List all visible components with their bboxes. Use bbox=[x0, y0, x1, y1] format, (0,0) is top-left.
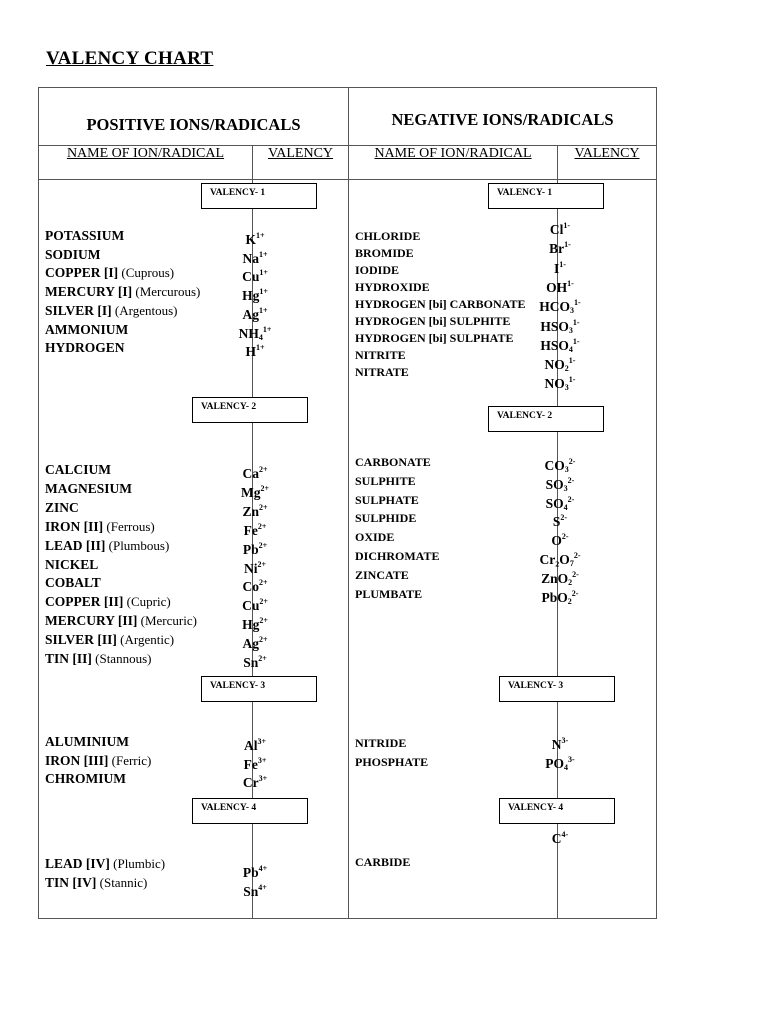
positive-ion-name bbox=[45, 734, 129, 750]
symbol-base: NO bbox=[544, 376, 565, 392]
ion-name-text: TIN [IV] bbox=[45, 875, 97, 890]
symbol-charge: 2+ bbox=[258, 635, 268, 645]
positive-ion-symbol bbox=[210, 753, 300, 773]
ion-name-text: SULPHITE bbox=[355, 473, 416, 488]
symbol-subscript: 4 bbox=[258, 332, 263, 342]
positive-ion-symbol bbox=[210, 340, 300, 360]
positive-ion-symbol bbox=[210, 519, 300, 539]
positive-valency-4-box: VALENCY- 4 bbox=[192, 798, 308, 824]
ion-common-name: (Mercuric) bbox=[137, 613, 197, 629]
symbol-charge: 1- bbox=[574, 298, 581, 308]
ion-common-name: (Cuprous) bbox=[118, 265, 175, 281]
ion-common-name: (Stannous) bbox=[91, 651, 152, 666]
symbol-charge: 2- bbox=[560, 513, 568, 523]
negative-ion-name bbox=[355, 347, 406, 363]
symbol-charge: 1+ bbox=[262, 324, 272, 334]
ion-common-name: (Stannic) bbox=[96, 875, 148, 890]
symbol-subscript: 4 bbox=[564, 763, 569, 772]
positive-ion-name bbox=[45, 538, 169, 554]
positive-ion-name bbox=[45, 651, 151, 667]
negative-ion-symbol bbox=[513, 372, 608, 396]
ion-name-text: PLUMBATE bbox=[355, 586, 423, 601]
symbol-subscript: 3 bbox=[563, 483, 568, 493]
positive-ion-name bbox=[45, 753, 151, 769]
symbol-charge: 2- bbox=[573, 551, 581, 560]
positive-ion-symbol bbox=[210, 632, 300, 652]
positive-ion-name bbox=[45, 557, 98, 573]
symbol-subscript: 2 bbox=[564, 364, 569, 374]
negative-ion-name bbox=[355, 330, 513, 346]
positive-ion-name bbox=[45, 594, 171, 610]
negative-ion-name bbox=[355, 735, 406, 751]
ion-common-name: (Ferric) bbox=[108, 752, 152, 768]
positive-ion-symbol bbox=[210, 265, 300, 285]
symbol-charge: 2+ bbox=[258, 540, 268, 550]
symbol-subscript: 3 bbox=[570, 306, 575, 316]
positive-ion-name bbox=[45, 613, 197, 629]
symbol-charge: 1- bbox=[567, 278, 574, 288]
symbol-charge: 2+ bbox=[258, 654, 267, 663]
ion-common-name: (Argentous) bbox=[111, 302, 178, 318]
symbol-subscript: 7 bbox=[569, 559, 574, 568]
positive-ion-symbol bbox=[210, 880, 300, 900]
symbol-base: Pb bbox=[242, 865, 259, 880]
negative-ion-name bbox=[355, 510, 416, 526]
ion-name-text: MERCURY [II] bbox=[45, 613, 138, 629]
positive-ion-name bbox=[45, 284, 200, 300]
negative-ion-name bbox=[355, 567, 409, 583]
negative-header: NEGATIVE IONS/RADICALS bbox=[391, 110, 614, 129]
symbol-charge: 2- bbox=[561, 532, 569, 542]
symbol-charge: 2- bbox=[572, 569, 579, 579]
symbol-base: Hg bbox=[242, 288, 260, 304]
symbol-base: SO bbox=[545, 495, 564, 511]
positive-ion-symbol bbox=[210, 771, 300, 791]
symbol-base: S bbox=[552, 514, 561, 530]
ion-name-text: COPPER [II] bbox=[45, 594, 124, 610]
ion-name-text: NITRITE bbox=[355, 348, 406, 362]
positive-ion-symbol bbox=[210, 228, 300, 248]
ion-name-text: ALUMINIUM bbox=[45, 734, 129, 749]
symbol-charge: 2+ bbox=[257, 521, 267, 531]
symbol-base: CO bbox=[544, 458, 565, 473]
ion-name-text: HYDROGEN [bi] SULPHITE bbox=[355, 314, 511, 328]
symbol-charge: 2- bbox=[571, 588, 579, 598]
symbol-base: K bbox=[245, 232, 256, 247]
ion-common-name: (Ferrous) bbox=[103, 518, 155, 534]
positive-valency-col-header: VALENCY bbox=[267, 146, 334, 161]
ion-name-text: SULPHATE bbox=[355, 492, 419, 507]
symbol-base: Br bbox=[549, 241, 565, 257]
ion-common-name: (Mercurous) bbox=[132, 284, 201, 300]
positive-ion-name bbox=[45, 481, 132, 497]
symbol-charge: 1- bbox=[572, 317, 580, 327]
positive-name-col-header: NAME OF ION/RADICAL bbox=[66, 146, 225, 161]
negative-ion-symbol bbox=[513, 237, 608, 257]
ion-name-text: COPPER [I] bbox=[45, 265, 119, 281]
ion-name-text: NITRATE bbox=[355, 365, 409, 379]
positive-ion-symbol bbox=[210, 734, 300, 754]
symbol-charge: 1+ bbox=[259, 268, 268, 278]
negative-ion-name bbox=[355, 854, 410, 870]
symbol-charge: 4+ bbox=[258, 883, 267, 892]
positive-ion-name bbox=[45, 771, 126, 787]
ion-common-name: (Cupric) bbox=[123, 594, 171, 610]
ion-name-text: HYDROGEN bbox=[45, 340, 125, 356]
page-title: VALENCY CHART bbox=[46, 48, 214, 69]
ion-name-text: SILVER [II] bbox=[45, 632, 117, 648]
symbol-base: Sn bbox=[243, 655, 259, 670]
negative-ion-symbol bbox=[513, 529, 608, 549]
ion-name-text: HYDROGEN [bi] SULPHATE bbox=[355, 331, 514, 345]
ion-name-text: POTASSIUM bbox=[45, 228, 125, 243]
symbol-charge: 2- bbox=[568, 457, 576, 466]
symbol-charge: 3- bbox=[568, 755, 575, 764]
symbol-base: Pb bbox=[242, 541, 259, 557]
positive-ion-name bbox=[45, 303, 178, 319]
negative-valency-3-box: VALENCY- 3 bbox=[499, 676, 615, 702]
ion-name-text: OXIDE bbox=[355, 530, 395, 545]
symbol-base: Co bbox=[242, 579, 259, 595]
ion-name-text: MAGNESIUM bbox=[45, 480, 132, 496]
symbol-subscript: 4 bbox=[563, 502, 568, 512]
positive-ion-name bbox=[45, 265, 174, 281]
symbol-charge: 4+ bbox=[258, 864, 268, 873]
positive-ion-name bbox=[45, 322, 128, 338]
symbol-base: Ag bbox=[242, 636, 259, 652]
ion-name-text: IRON [II] bbox=[45, 518, 104, 534]
negative-valency-1-box: VALENCY- 1 bbox=[488, 183, 604, 209]
ion-common-name: (Plumbic) bbox=[109, 856, 166, 871]
ion-name-text: LEAD [IV] bbox=[45, 856, 110, 871]
symbol-base: Zn bbox=[242, 503, 259, 519]
negative-name-col-header: NAME OF ION/RADICAL bbox=[374, 146, 532, 161]
symbol-base: PO bbox=[545, 756, 565, 771]
symbol-base: Al bbox=[243, 738, 258, 753]
positive-ion-name bbox=[45, 575, 101, 591]
ion-name-text: NITRIDE bbox=[355, 736, 407, 750]
positive-ion-name bbox=[45, 519, 155, 535]
negative-ion-symbol bbox=[513, 257, 608, 277]
symbol-base: O bbox=[551, 533, 562, 549]
negative-ion-name bbox=[355, 279, 430, 295]
symbol-charge: 1+ bbox=[259, 287, 268, 297]
symbol-base: Fe bbox=[243, 756, 258, 772]
negative-ion-name bbox=[355, 364, 409, 380]
symbol-charge: 2+ bbox=[259, 616, 268, 626]
ion-name-text: AMMONIUM bbox=[45, 321, 129, 337]
negative-ion-symbol bbox=[513, 733, 608, 753]
negative-ion-name bbox=[355, 454, 431, 470]
positive-ion-symbol bbox=[210, 861, 300, 881]
positive-ion-symbol bbox=[210, 481, 300, 501]
ion-name-text: DICHROMATE bbox=[355, 549, 440, 563]
negative-ion-name bbox=[355, 313, 510, 329]
symbol-base: NH bbox=[238, 325, 259, 341]
symbol-base: Cu bbox=[242, 598, 260, 614]
positive-ion-symbol bbox=[210, 613, 300, 633]
ion-name-text: CARBIDE bbox=[355, 855, 411, 869]
ion-name-text: CHLORIDE bbox=[355, 229, 421, 243]
negative-ion-name bbox=[355, 586, 422, 602]
symbol-charge: 1- bbox=[568, 356, 576, 366]
positive-ion-symbol bbox=[210, 538, 300, 558]
ion-name-text: CALCIUM bbox=[45, 462, 111, 477]
negative-ion-symbol bbox=[513, 827, 608, 847]
ion-name-text: NICKEL bbox=[45, 556, 99, 572]
symbol-base: Ni bbox=[243, 560, 258, 576]
symbol-base: Ca bbox=[242, 466, 259, 481]
positive-ion-symbol bbox=[210, 557, 300, 577]
negative-ion-name bbox=[355, 473, 416, 489]
negative-valency-col-header: VALENCY bbox=[574, 146, 640, 161]
positive-ion-symbol bbox=[210, 303, 300, 323]
symbol-charge: 4- bbox=[561, 830, 569, 839]
negative-ion-name bbox=[355, 492, 419, 508]
positive-ion-name bbox=[45, 340, 125, 356]
symbol-charge: 2+ bbox=[258, 465, 268, 474]
symbol-base: Hg bbox=[242, 617, 260, 633]
positive-valency-3-box: VALENCY- 3 bbox=[201, 676, 317, 702]
symbol-base: Cr₂O bbox=[539, 552, 570, 567]
symbol-charge: 2+ bbox=[259, 597, 268, 607]
symbol-base: Sn bbox=[243, 884, 259, 899]
negative-valency-4-box: VALENCY- 4 bbox=[499, 798, 615, 824]
positive-header: POSITIVE IONS/RADICALS bbox=[86, 115, 301, 134]
ion-name-text: HYDROXIDE bbox=[355, 280, 430, 294]
ion-name-text: MERCURY [I] bbox=[45, 284, 133, 300]
symbol-base: I bbox=[554, 260, 560, 276]
symbol-charge: 2- bbox=[567, 494, 575, 504]
symbol-base: C bbox=[551, 831, 562, 846]
positive-ion-name bbox=[45, 500, 79, 516]
symbol-charge: 1+ bbox=[255, 343, 265, 353]
symbol-base: PbO bbox=[541, 589, 568, 605]
positive-ion-name bbox=[45, 632, 174, 648]
symbol-charge: 1+ bbox=[258, 305, 268, 315]
symbol-base: SO bbox=[545, 476, 564, 492]
positive-ion-symbol bbox=[210, 575, 300, 595]
symbol-subscript: 3 bbox=[568, 325, 573, 335]
symbol-charge: 3+ bbox=[257, 737, 267, 746]
positive-ion-name bbox=[45, 228, 124, 244]
negative-ion-name bbox=[355, 529, 394, 545]
ion-common-name: (Argentic) bbox=[116, 632, 175, 648]
symbol-subscript: 2 bbox=[568, 577, 573, 587]
negative-ion-symbol bbox=[513, 510, 608, 530]
symbol-base: HSO bbox=[540, 337, 569, 353]
symbol-charge: 3+ bbox=[257, 755, 267, 765]
subheader-divider bbox=[39, 179, 656, 180]
positive-ion-symbol bbox=[210, 594, 300, 614]
symbol-charge: 1- bbox=[572, 336, 580, 346]
positive-valency-2-box: VALENCY- 2 bbox=[192, 397, 308, 423]
symbol-charge: 3- bbox=[561, 736, 569, 745]
symbol-base: HCO bbox=[539, 299, 571, 315]
negative-ion-name bbox=[355, 754, 428, 770]
ion-name-text: ZINC bbox=[45, 499, 79, 515]
symbol-base: HSO bbox=[540, 318, 569, 334]
symbol-charge: 3+ bbox=[258, 774, 268, 784]
positive-ion-name bbox=[45, 247, 101, 263]
negative-ion-name bbox=[355, 245, 414, 261]
symbol-base: Fe bbox=[243, 522, 258, 538]
positive-ion-symbol bbox=[210, 651, 300, 671]
negative-ion-symbol bbox=[513, 752, 608, 776]
symbol-base: H bbox=[245, 344, 256, 360]
symbol-base: Cr bbox=[242, 775, 259, 791]
symbol-subscript: 3 bbox=[564, 465, 569, 474]
ion-name-text: IODIDE bbox=[355, 263, 400, 277]
symbol-subscript: 3 bbox=[564, 383, 569, 393]
ion-name-text: SODIUM bbox=[45, 246, 101, 262]
symbol-charge: 1- bbox=[559, 259, 566, 269]
ion-name-text: COBALT bbox=[45, 575, 101, 591]
positive-valency-1-box: VALENCY- 1 bbox=[201, 183, 317, 209]
symbol-base: Ag bbox=[242, 306, 259, 322]
symbol-base: Cl bbox=[549, 222, 564, 237]
negative-ion-name bbox=[355, 296, 525, 312]
symbol-base: Mg bbox=[240, 484, 261, 500]
positive-ion-symbol bbox=[210, 284, 300, 304]
negative-ion-name bbox=[355, 228, 420, 244]
symbol-base: N bbox=[551, 737, 562, 752]
positive-ion-name bbox=[45, 462, 111, 478]
ion-name-text: SILVER [I] bbox=[45, 302, 112, 318]
negative-ion-symbol bbox=[513, 276, 608, 296]
symbol-base: NO bbox=[544, 357, 565, 373]
ion-name-text: BROMIDE bbox=[355, 246, 414, 260]
symbol-charge: 2+ bbox=[257, 559, 267, 569]
negative-ion-name bbox=[355, 262, 399, 278]
symbol-charge: 2- bbox=[567, 475, 575, 485]
center-divider bbox=[348, 88, 349, 918]
symbol-charge: 1- bbox=[563, 221, 571, 230]
positive-ion-symbol bbox=[210, 247, 300, 267]
negative-ion-symbol bbox=[513, 586, 608, 610]
negative-ion-symbol bbox=[513, 218, 608, 238]
symbol-base: Na bbox=[242, 250, 259, 266]
ion-name-text: CARBONATE bbox=[355, 455, 431, 469]
symbol-charge: 2+ bbox=[258, 502, 268, 512]
symbol-base: Cu bbox=[242, 269, 260, 285]
symbol-charge: 1+ bbox=[258, 249, 268, 259]
positive-ion-name bbox=[45, 875, 147, 891]
symbol-charge: 1- bbox=[568, 375, 576, 385]
ion-name-text: ZINCATE bbox=[355, 567, 409, 582]
ion-name-text: IRON [III] bbox=[45, 752, 109, 768]
negative-ion-name bbox=[355, 548, 439, 564]
symbol-charge: 2+ bbox=[258, 578, 268, 588]
ion-name-text: SULPHIDE bbox=[355, 511, 417, 526]
symbol-charge: 1- bbox=[564, 240, 571, 250]
positive-ion-symbol bbox=[210, 500, 300, 520]
negative-valency-2-box: VALENCY- 2 bbox=[488, 406, 604, 432]
ion-name-text: HYDROGEN [bi] CARBONATE bbox=[355, 297, 526, 311]
ion-name-text: LEAD [II] bbox=[45, 537, 106, 553]
positive-ion-name bbox=[45, 856, 165, 872]
symbol-subscript: 2 bbox=[567, 596, 572, 606]
ion-name-text: TIN [II] bbox=[45, 651, 92, 666]
ion-name-text: PHOSPHATE bbox=[355, 755, 429, 769]
symbol-base: ZnO bbox=[541, 570, 569, 586]
ion-common-name: (Plumbous) bbox=[105, 537, 170, 553]
symbol-charge: 2+ bbox=[260, 483, 270, 493]
ion-name-text: CHROMIUM bbox=[45, 771, 126, 787]
symbol-subscript: 4 bbox=[568, 344, 573, 354]
symbol-base: OH bbox=[546, 279, 568, 295]
positive-ion-symbol bbox=[210, 462, 300, 482]
symbol-charge: 1+ bbox=[255, 231, 265, 240]
